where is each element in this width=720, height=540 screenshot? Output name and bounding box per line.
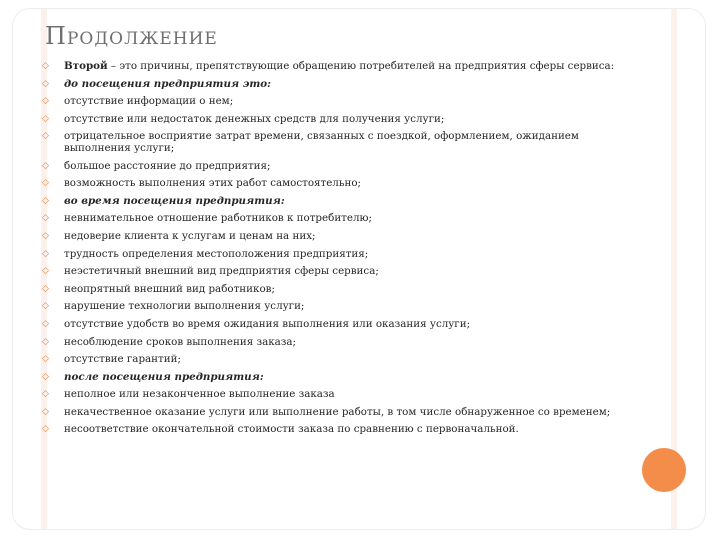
- list-item: [42, 114, 622, 126]
- list-item: [42, 284, 622, 296]
- list-item: [42, 354, 622, 366]
- diamond-bullet-icon: ◇: [42, 178, 49, 189]
- list-item: [42, 266, 622, 278]
- diamond-bullet-icon: ◇: [42, 406, 49, 417]
- list-item: [42, 249, 622, 261]
- list-item-text: отсутствие информации о нем;: [64, 95, 234, 108]
- list-item: [42, 337, 622, 349]
- list-item: [42, 178, 622, 190]
- list-item: [42, 301, 622, 313]
- list-item-text: возможность выполнения этих работ самостоятельно;: [64, 177, 361, 190]
- list-item: [42, 231, 622, 243]
- list-item-text: несоответствие окончательной стоимости заказа по сравнению с первоначальной.: [64, 423, 519, 436]
- diamond-bullet-icon: ◇: [42, 160, 49, 171]
- list-item-text: – это причины, препятствующие обращению потребителей на предприятия сферы сервиса:: [107, 60, 615, 72]
- list-item: [42, 424, 622, 436]
- list-item: [42, 96, 622, 108]
- list-item-text: большое расстояние до предприятия;: [64, 159, 271, 172]
- list-item-text: отсутствие или недостаток денежных средств для получения услуги;: [64, 112, 445, 125]
- diamond-bullet-icon: ◇: [42, 131, 49, 142]
- list-item: [42, 79, 622, 91]
- list-item-text: несоблюдение сроков выполнения заказа;: [64, 335, 297, 348]
- diamond-bullet-icon: ◇: [42, 301, 49, 312]
- list-item-text: неэстетичный внешний вид предприятия сферы сервиса;: [64, 265, 379, 278]
- list-item-text: неопрятный внешний вид работников;: [64, 282, 275, 295]
- list-item-text: трудность определения местоположения предприятия;: [64, 247, 369, 260]
- list-item: [42, 213, 622, 225]
- list-item-text: после посещения предприятия:: [64, 370, 264, 383]
- diamond-bullet-icon: ◇: [42, 96, 49, 107]
- list-item-text: некачественное оказание услуги или выполнение работы, в том числе обнаруженное со временем;: [64, 405, 611, 418]
- list-item-text: отрицательное восприятие затрат времени, связанных с поездкой, оформлением, ожиданием выполнения услуги;: [64, 130, 579, 154]
- list-item: [42, 407, 622, 419]
- diamond-bullet-icon: ◇: [42, 195, 49, 206]
- list-item: [42, 196, 622, 208]
- list-item: [42, 61, 622, 73]
- diamond-bullet-icon: ◇: [42, 371, 49, 382]
- diamond-bullet-icon: ◇: [42, 389, 49, 400]
- slide-title-initial: П: [45, 22, 67, 50]
- list-item-text: до посещения предприятия это:: [64, 77, 271, 90]
- diamond-bullet-icon: ◇: [42, 113, 49, 124]
- diamond-bullet-icon: ◇: [42, 283, 49, 294]
- diamond-bullet-icon: ◇: [42, 230, 49, 241]
- diamond-bullet-icon: ◇: [42, 213, 49, 224]
- list-item-text: нарушение технологии выполнения услуги;: [64, 300, 305, 313]
- diamond-bullet-icon: ◇: [42, 318, 49, 329]
- list-item-text: недоверие клиента к услугам и ценам на них;: [64, 229, 316, 242]
- list-item-text: отсутствие удобств во время ожидания выполнения или оказания услуги;: [64, 317, 471, 330]
- list-item: [42, 131, 622, 154]
- list-item: [42, 319, 622, 331]
- list-item-text: неполное или незаконченное выполнение заказа: [64, 388, 335, 401]
- orange-circle-icon: [642, 448, 686, 492]
- diamond-bullet-icon: ◇: [42, 336, 49, 347]
- diamond-bullet-icon: ◇: [42, 78, 49, 89]
- slide-title: [45, 22, 218, 50]
- list-item-text: отсутствие гарантий;: [64, 353, 181, 366]
- diamond-bullet-icon: ◇: [42, 354, 49, 365]
- list-item: [42, 161, 622, 173]
- list-item-text: во время посещения предприятия:: [64, 194, 285, 207]
- diamond-bullet-icon: ◇: [42, 424, 49, 435]
- list-item-lead: Второй: [64, 60, 108, 72]
- diamond-bullet-icon: ◇: [42, 266, 49, 277]
- list-item: [42, 372, 622, 384]
- diamond-bullet-icon: ◇: [42, 61, 49, 71]
- slide-title-rest: РОДОЛЖЕНИЕ: [66, 29, 218, 49]
- bullet-list: [42, 61, 622, 442]
- list-item: [42, 389, 622, 401]
- diamond-bullet-icon: ◇: [42, 248, 49, 259]
- list-item-text: невнимательное отношение работников к потребителю;: [64, 212, 372, 225]
